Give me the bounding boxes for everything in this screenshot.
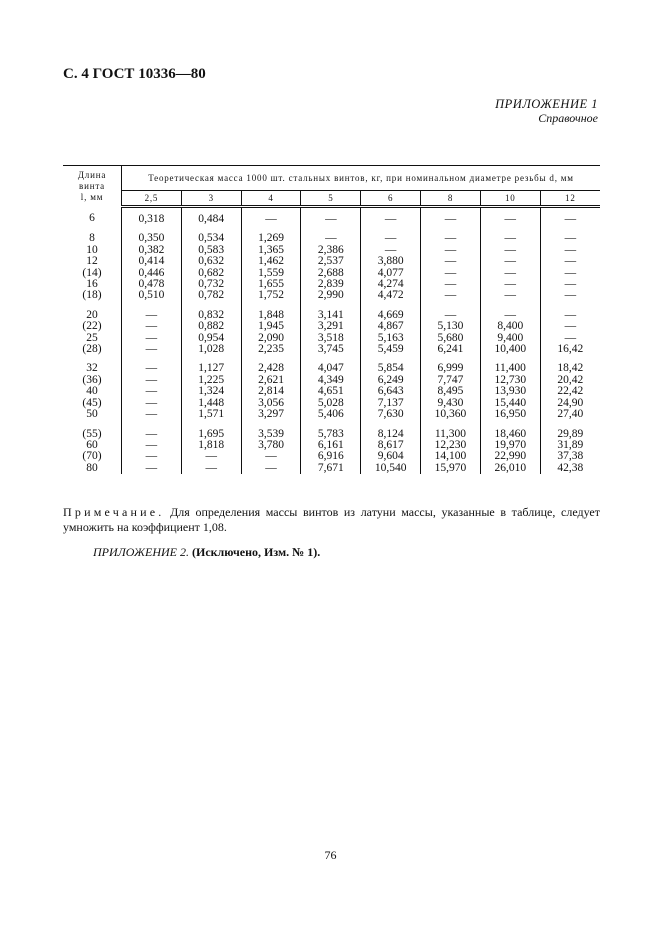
mass-cell: 3,880 — [361, 256, 421, 267]
mass-cell: 6,249 — [361, 375, 421, 386]
diameter-header: 3 — [181, 191, 241, 207]
mass-cell: — — [564, 308, 577, 321]
mass-cell: 3,780 — [241, 440, 301, 451]
mass-cell: 20,42 — [557, 373, 584, 386]
mass-cell: 27,40 — [557, 408, 584, 421]
mass-cell: 9,430 — [421, 398, 481, 409]
mass-cell: 22,990 — [480, 451, 540, 462]
mass-cell: 7,671 — [301, 463, 361, 474]
mass-cell: 6,916 — [301, 451, 361, 462]
mass-cell: — — [122, 398, 182, 409]
mass-cell: — — [480, 233, 540, 244]
mass-cell: — — [421, 256, 481, 267]
mass-cell: 0,414 — [122, 256, 182, 267]
length-cell: 10 — [63, 245, 122, 256]
mass-cell: 4,651 — [301, 386, 361, 397]
mass-cell: 0,534 — [181, 233, 241, 244]
mass-cell: — — [564, 213, 577, 225]
mass-cell: — — [122, 333, 182, 344]
mass-cell: 2,090 — [241, 333, 301, 344]
mass-cell: 14,100 — [421, 451, 481, 462]
table-row — [63, 463, 600, 474]
mass-cell: 6,241 — [421, 344, 481, 355]
page-header: С. 4 ГОСТ 10336—80 — [63, 66, 206, 82]
mass-cell: 5,130 — [421, 321, 481, 332]
mass-cell: 5,459 — [361, 344, 421, 355]
mass-span-header: Теоретическая масса 1000 шт. стальных винтов, кг, при номинальном диаметре резьбы d, мм — [122, 166, 601, 191]
mass-cell: — — [421, 279, 481, 290]
length-column-header — [63, 166, 122, 207]
mass-cell: 22,42 — [557, 385, 584, 398]
diameter-header: 8 — [421, 191, 481, 207]
mass-cell: 0,510 — [122, 290, 182, 301]
mass-cell: 2,428 — [241, 363, 301, 374]
mass-cell: 1,324 — [181, 386, 241, 397]
mass-cell: — — [564, 232, 577, 245]
length-cell: 16 — [63, 279, 122, 290]
mass-cell: 19,970 — [480, 440, 540, 451]
mass-cell: — — [480, 268, 540, 279]
mass-cell: 26,010 — [480, 463, 540, 474]
mass-cell: 2,235 — [241, 344, 301, 355]
note-label: Примечание. — [63, 505, 165, 519]
mass-cell: 0,583 — [181, 245, 241, 256]
length-cell: (28) — [63, 344, 122, 355]
mass-cell: 0,782 — [181, 290, 241, 301]
length-cell: 40 — [63, 386, 122, 397]
mass-cell: 0,318 — [122, 207, 182, 226]
mass-cell: 4,349 — [301, 375, 361, 386]
mass-cell: 2,688 — [301, 268, 361, 279]
table-row — [63, 207, 600, 226]
mass-cell: — — [421, 207, 481, 226]
mass-cell: 0,832 — [181, 310, 241, 321]
page-number: 76 — [324, 848, 337, 862]
mass-cell: 0,732 — [181, 279, 241, 290]
mass-cell: — — [480, 310, 540, 321]
mass-cell: — — [301, 233, 361, 244]
diameter-header: 4 — [241, 191, 301, 207]
mass-cell: — — [122, 409, 182, 420]
mass-cell: 16,42 — [557, 343, 584, 356]
mass-cell: — — [564, 331, 577, 344]
mass-cell: 1,818 — [181, 440, 241, 451]
mass-cell: 1,752 — [241, 290, 301, 301]
mass-cell: 0,882 — [181, 321, 241, 332]
mass-cell: 7,630 — [361, 409, 421, 420]
mass-cell: 1,269 — [241, 233, 301, 244]
mass-cell: 2,386 — [301, 245, 361, 256]
length-cell: (14) — [63, 268, 122, 279]
length-cell: 20 — [63, 310, 122, 321]
mass-cell: 4,274 — [361, 279, 421, 290]
mass-cell: 1,365 — [241, 245, 301, 256]
mass-cell: 1,655 — [241, 279, 301, 290]
mass-cell: — — [564, 320, 577, 333]
mass-cell: 11,400 — [480, 363, 540, 374]
mass-cell: 6,999 — [421, 363, 481, 374]
length-cell: (22) — [63, 321, 122, 332]
mass-cell: 1,571 — [181, 409, 241, 420]
mass-cell: 7,747 — [421, 375, 481, 386]
mass-cell: — — [564, 255, 577, 268]
mass-cell: 2,814 — [241, 386, 301, 397]
mass-cell: 1,225 — [181, 375, 241, 386]
mass-cell: 13,930 — [480, 386, 540, 397]
mass-cell: — — [480, 279, 540, 290]
mass-cell: 3,056 — [241, 398, 301, 409]
appendix-2-status: (Исключено, Изм. № 1). — [191, 545, 321, 559]
mass-cell: 9,604 — [361, 451, 421, 462]
table-row — [63, 321, 600, 332]
length-header-line: Длина — [77, 169, 107, 180]
mass-cell: 24,90 — [557, 396, 584, 409]
length-cell: 80 — [63, 463, 122, 474]
mass-cell: 5,028 — [301, 398, 361, 409]
mass-cell: 2,839 — [301, 279, 361, 290]
mass-cell: — — [122, 310, 182, 321]
mass-cell: — — [241, 463, 301, 474]
mass-cell: 0,682 — [181, 268, 241, 279]
mass-cell: — — [564, 289, 577, 302]
mass-cell: 1,559 — [241, 268, 301, 279]
mass-cell: — — [301, 207, 361, 226]
mass-cell: 12,730 — [480, 375, 540, 386]
mass-cell: 9,400 — [480, 333, 540, 344]
note-text: Для определения массы винтов из латуни массы, указанные в таблице, следует умножить на коэффициент 1,08. — [63, 505, 601, 534]
mass-cell: 1,695 — [181, 429, 241, 440]
mass-cell: 0,350 — [122, 233, 182, 244]
mass-cell: 0,446 — [122, 268, 182, 279]
mass-cell: — — [122, 463, 182, 474]
mass-cell: 5,680 — [421, 333, 481, 344]
mass-cell: 3,539 — [241, 429, 301, 440]
mass-cell: — — [480, 207, 540, 226]
diameter-header: 2,5 — [122, 191, 182, 207]
appendix-2-line — [93, 545, 320, 560]
mass-cell: 3,141 — [301, 310, 361, 321]
mass-cell: 1,945 — [241, 321, 301, 332]
mass-cell: 12,230 — [421, 440, 481, 451]
mass-cell: 8,124 — [361, 429, 421, 440]
mass-cell: — — [181, 451, 241, 462]
mass-cell: — — [480, 245, 540, 256]
mass-cell: — — [564, 243, 577, 256]
mass-cell: — — [421, 310, 481, 321]
appendix-1-heading — [495, 97, 598, 125]
mass-cell: 42,38 — [557, 461, 584, 474]
length-cell: (45) — [63, 398, 122, 409]
length-cell: 8 — [63, 233, 122, 244]
mass-cell: — — [480, 290, 540, 301]
mass-cell: 0,954 — [181, 333, 241, 344]
mass-cell: 18,460 — [480, 429, 540, 440]
mass-cell: 2,990 — [301, 290, 361, 301]
mass-cell: 7,137 — [361, 398, 421, 409]
mass-cell: — — [122, 321, 182, 332]
mass-cell: 4,867 — [361, 321, 421, 332]
mass-cell: — — [122, 363, 182, 374]
mass-cell: 15,440 — [480, 398, 540, 409]
mass-cell: — — [361, 233, 421, 244]
length-header-line: винта — [79, 180, 105, 191]
mass-cell: 3,518 — [301, 333, 361, 344]
mass-cell: — — [421, 290, 481, 301]
mass-cell: — — [122, 386, 182, 397]
table-row — [63, 386, 600, 397]
length-cell: (18) — [63, 290, 122, 301]
table-row — [63, 409, 600, 420]
mass-cell: 4,047 — [301, 363, 361, 374]
length-cell: (55) — [63, 429, 122, 440]
mass-cell: 16,950 — [480, 409, 540, 420]
mass-cell: 1,848 — [241, 310, 301, 321]
mass-cell: 5,783 — [301, 429, 361, 440]
mass-cell: 3,297 — [241, 409, 301, 420]
mass-cell: 15,970 — [421, 463, 481, 474]
mass-cell: 18,42 — [557, 362, 584, 375]
mass-cell: — — [564, 278, 577, 291]
mass-cell: 6,161 — [301, 440, 361, 451]
mass-cell: — — [564, 266, 577, 279]
mass-cell: 10,400 — [480, 344, 540, 355]
mass-cell: 1,448 — [181, 398, 241, 409]
diameter-header: 12 — [540, 191, 600, 207]
mass-cell: 8,400 — [480, 321, 540, 332]
mass-cell: 0,484 — [181, 207, 241, 226]
length-cell: (36) — [63, 375, 122, 386]
table-row — [63, 451, 600, 462]
diameter-header: 5 — [301, 191, 361, 207]
mass-cell: — — [122, 440, 182, 451]
mass-cell: 1,127 — [181, 363, 241, 374]
table-row — [63, 344, 600, 355]
mass-cell: — — [122, 451, 182, 462]
mass-cell: — — [122, 344, 182, 355]
mass-cell: — — [181, 463, 241, 474]
appendix-1-subtitle: Справочное — [538, 111, 598, 125]
mass-cell: 4,669 — [361, 310, 421, 321]
mass-cell: — — [241, 207, 301, 226]
mass-cell: — — [241, 451, 301, 462]
mass-cell: 5,854 — [361, 363, 421, 374]
mass-cell: — — [361, 207, 421, 226]
mass-cell: 29,89 — [557, 427, 584, 440]
mass-cell: 10,540 — [361, 463, 421, 474]
mass-cell: — — [421, 268, 481, 279]
mass-cell: 10,360 — [421, 409, 481, 420]
mass-cell: 0,632 — [181, 256, 241, 267]
mass-cell: 4,472 — [361, 290, 421, 301]
mass-cell: — — [122, 429, 182, 440]
appendix-1-title: ПРИЛОЖЕНИЕ 1 — [495, 97, 598, 111]
length-cell: (70) — [63, 451, 122, 462]
mass-cell: 6,643 — [361, 386, 421, 397]
mass-table — [63, 165, 600, 474]
mass-cell: — — [421, 245, 481, 256]
table-row — [63, 290, 600, 301]
mass-cell: 5,163 — [361, 333, 421, 344]
length-cell: 6 — [63, 207, 122, 226]
mass-cell: 31,89 — [557, 438, 584, 451]
table-note — [63, 505, 600, 535]
mass-cell: 3,291 — [301, 321, 361, 332]
mass-cell: 4,077 — [361, 268, 421, 279]
mass-cell: 37,38 — [557, 450, 584, 463]
mass-cell: 0,382 — [122, 245, 182, 256]
mass-cell: 1,028 — [181, 344, 241, 355]
diameter-header: 10 — [480, 191, 540, 207]
length-cell: 60 — [63, 440, 122, 451]
mass-cell: — — [421, 233, 481, 244]
mass-cell: 0,478 — [122, 279, 182, 290]
mass-cell: 2,621 — [241, 375, 301, 386]
mass-cell: — — [361, 245, 421, 256]
mass-cell: 3,745 — [301, 344, 361, 355]
diameter-header: 6 — [361, 191, 421, 207]
mass-cell: 5,406 — [301, 409, 361, 420]
mass-cell: 1,462 — [241, 256, 301, 267]
mass-cell: — — [122, 375, 182, 386]
mass-cell: 2,537 — [301, 256, 361, 267]
length-cell: 25 — [63, 333, 122, 344]
table-row — [63, 256, 600, 267]
length-cell: 12 — [63, 256, 122, 267]
length-cell: 50 — [63, 409, 122, 420]
length-cell: 32 — [63, 363, 122, 374]
mass-cell: 8,495 — [421, 386, 481, 397]
appendix-2-title: ПРИЛОЖЕНИЕ 2. — [93, 545, 189, 559]
mass-cell: 11,300 — [421, 429, 481, 440]
length-header-line: l, мм — [80, 191, 104, 202]
mass-cell: 8,617 — [361, 440, 421, 451]
mass-cell: — — [480, 256, 540, 267]
